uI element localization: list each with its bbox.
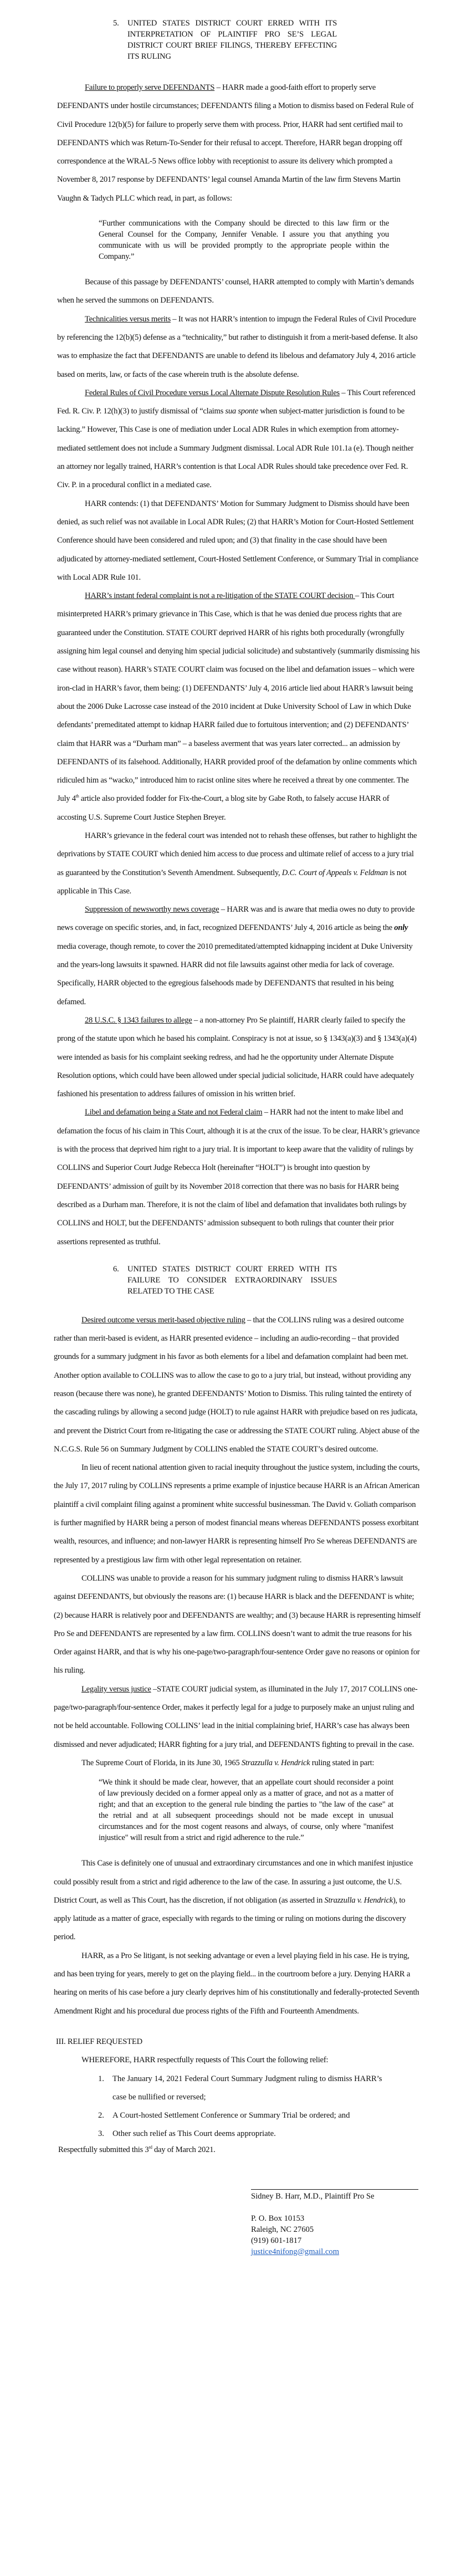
relief-item — [98, 2125, 397, 2143]
paragraph-body: – that the COLLINS ruling was a desired outcome rather than merit-based is evident, as HARR presented evidence – including an audio-recording – that provided grounds for a summary judgment in his favor as both elements for a libel and defamation complaint had been met. Another option available to COLLINS was to allow the case to go to a jury trial, but instead, without providing any reason (because there was none), he granted DEFENDANTS’ Motion to Dismiss. This ruling tainted the entirety of the cascading rulings by allowing a second judge (HOLT) to rule against HARR with prejudice based on res judicata, and prevent the District Court from re-litigating the case or addressing the STATE COURT ruling. Abject abuse of the N.C.G.S. Rule 56 on Summary Judgment by COLLINS enabled the STATE COURT’s desired outcome. — [54, 1315, 419, 1454]
paragraph-heading: Desired outcome versus merit-based objective ruling — [81, 1315, 245, 1325]
paragraph-body: ruling stated in part: — [310, 1758, 375, 1767]
paragraph-heading: Libel and defamation being a State and not Federal claim — [85, 1108, 263, 1117]
paragraph-body: – HARR was and is aware that media owes no duty to provide news coverage on specific stories, and, in fact, recognized DEFENDANTS’ July 4, 2016 article as being the — [57, 905, 415, 933]
relief-intro: WHEREFORE, HARR respectfully requests of This Court the following relief: — [81, 2056, 329, 2065]
signer-name: Sidney B. Harr, M.D., Plaintiff Pro Se — [251, 2191, 375, 2201]
case-citation: Strazzulla v. Hendrick — [241, 1758, 310, 1767]
paragraph-heading: Federal Rules of Civil Procedure versus Local Alternate Dispute Resolution Rules — [85, 388, 340, 397]
submission-date — [58, 2144, 421, 2156]
paragraph-pro-se: HARR, as a Pro Se litigant, is not seeking advantage or even a level playing field in his case. He is trying, and has been trying for years, merely to get on the playing field... in the courtroom before a jury. Denying HARR a hearing on merits of his case before a jury clearly deprives him of his constitutionally and federally-protected Seventh Amendment Right and his procedural due process rights of the Fifth and Fourteenth Amendments. — [54, 1951, 419, 2016]
paragraph-grievance — [57, 827, 420, 901]
paragraph-florida — [54, 1754, 421, 1772]
relief-list — [98, 2070, 397, 2144]
paragraph-usc — [57, 1011, 420, 1103]
email-link[interactable]: justice4nifong@gmail.com — [251, 2247, 339, 2256]
signature-block — [251, 2191, 471, 2257]
case-citation: D.C. Court of Appeals v. Feldman — [281, 868, 388, 877]
signature-line — [251, 2189, 418, 2190]
paragraph-body: This Case is definitely one of unusual and extraordinary circumstances and one in which manifest injustice could possibly result from a strict and rigid adherence to the law of the case. In assuring a just outcome, the U.S. District Court, as well as This Court, has the discretion, if not obligation (as asserted in — [54, 1859, 413, 1905]
paragraph-body: – HARR had not the intent to make libel and defamation the focus of his claim in This Court, although it is at the crux of the issue. To be clear, HARR’s grievance is with the process that deprived him right to a jury trial. It is important to keep aware that the validity of rulings by COLLINS and Superior Court Judge Rebecca Holt (hereinafter “HOLT”) is brought into question by DEFENDANTS’ admission of guilt by its November 2018 correction that there was no basis for HARR being described as a Durham man. Therefore, it is not the claim of libel and defamation that invalidates both rulings by COLLINS and HOLT, but the DEFENDANTS’ admission subsequent to both rulings that counter their prior assertions represented as truthful. — [57, 1108, 420, 1246]
paragraph-in-lieu: In lieu of recent national attention given to racial inequity throughout the justice system, including the courts, the July 17, 2017 ruling by COLLINS represents a prime example of injustice because HARR is an African American plaintiff a civil complaint filing against a prominent white successful businessman. The David v. Goliath comparison is further magnified by HARR being a person of modest financial means whereas DEFENDANTS possess exorbitant wealth, resources, and influence; and non-lawyer HARR is representing himself Pro Se whereas DEFENDANTS are represented by a prestigious law firm with other legal representation on retainer. — [54, 1463, 420, 1565]
paragraph-heading: Legality versus justice — [81, 1684, 151, 1694]
paragraph-relitigation — [57, 587, 420, 827]
relief-item-text: Other such relief as This Court deems appropriate. — [112, 2129, 276, 2139]
section-title: UNITED STATES DISTRICT COURT ERRED WITH ITS FAILURE TO CONSIDER EXTRAORDINARY ISSUES RELATED TO THE CASE — [127, 1264, 337, 1296]
relief-item-number: 1. — [98, 2074, 104, 2083]
block-quote-strazzulla: “We think it should be made clear, however, that an appellate court should reconsider a point of law previously decided on a former appeal only as a matter of grace, and not as a matter of right; and that an exception to the general rule binding the parties to "the law of the case" at the retrial and at all subsequent proceedings should not be made except in unusual circumstances and for the most cogent reasons and always, of course, only where "manifest injustice" will result from a strict and rigid adherence to the rule.” — [99, 1778, 393, 1843]
paragraph-body: article also provided fodder for Fix-the-Court, a blog site by Gabe Roth, to falsely accuse HARR of accosting U.S. Supreme Court Justice Stephen Breyer. — [57, 794, 390, 822]
paragraph-body: – a non-attorney Pro Se plaintiff, HARR clearly failed to specify the prong of the statute upon which he based his complaint. Conspiracy is not at issue, so § 1343(a)(3) and § 1343(a)(4) were intended as basis for his complaint seeking redress, and had he the opportunity under Alternate Dispute Resolution options, which could have been allowed under special judicial solicitude, HARR could have adequately fashioned his presentation to address failures of omission in his written brief. — [57, 1015, 417, 1099]
paragraph-this-case — [54, 1854, 421, 1946]
paragraph-heading: 28 U.S.C. § 1343 failures to allege — [85, 1015, 192, 1025]
paragraph-contends: HARR contends: (1) that DEFENDANTS’ Motion for Summary Judgment to Dismiss should have been denied, as such relief was not available in Local ADR Rules; (2) that HARR’s Motion for Court-Hosted Settlement Conference should have been considered and ruled upon; and (3) that finality in the case should have been adjudicated by attorney-mediated settlement, Court-Hosted Settlement Conference, or Summary Trial in compliance with Local ADR Rule 101. — [57, 499, 418, 582]
relief-item-text: A Court-hosted Settlement Conference or Summary Trial be ordered; and — [112, 2111, 350, 2120]
paragraph-body: – This Court misinterpreted HARR’s primary grievance in This Case, which is that he was denied due process rights that are guaranteed under the Constitution. STATE COURT deprived HARR of his rights both procedurally (wrongfully assigning him legal counsel and denying him special judicial solicitude) and substantively (summarily dismissing his case without reason). HARR’s STATE COURT claim was focused on the libel and defamation issues – which were iron-clad in HARR’s favor, them being: (1) DEFENDANTS’ July 4, 2016 article lied about HARR’s lawsuit being about the 2006 Duke Lacrosse case instead of the 2010 incident at Duke University School of Law in which Duke defendants’ premeditated attempt to kidnap HARR failed due to fortuitous intervention; and (2) DEFENDANTS’ claim that HARR was a “Durham man” – a baseless averment that was years later corrected... an admission by DEFENDANTS of its falsehood. Additionally, HARR provided proof of the defamation by online comments which ridiculed him as “wacko,” introduced him to racist online sites where he received a threat by one commenter. The July 4 — [57, 591, 420, 804]
paragraph-body: is not applicable in This Case. — [57, 868, 407, 896]
phone-number: (919) 601-1817 — [251, 2236, 302, 2245]
section-title: UNITED STATES DISTRICT COURT ERRED WITH ITS INTERPRETATION OF PLAINTIFF PRO SE’S LEGAL DISTRICT COURT BRIEF FILINGS, THEREBY EFFECTING ITS RULING — [127, 19, 337, 61]
superscript: rd — [149, 2144, 152, 2150]
paragraph-heading: HARR’s instant federal complaint is not a re-litigation of the STATE COURT decision — [85, 591, 355, 601]
paragraph-technicalities — [57, 310, 420, 384]
address-city: Raleigh, NC 27605 — [251, 2225, 314, 2234]
paragraph-body: HARR’s grievance in the federal court was intended not to rehash these offenses, but rather to highlight the deprivations by STATE COURT which denied him access to due process and ultimate relief of access to a jury trial as guaranteed by the Constitution’s Seventh Amendment. Subsequently, — [57, 831, 417, 877]
paragraph-body: – It was not HARR’s intention to impugn the Federal Rules of Civil Procedure by referencing the 12(b)(5) defense as a “technicality,” but rather to distinguish it from a merit-based defense. It also was to emphasize the fact that DEFENDANTS are unable to defend its libelous and defamatory July 4, 2016 article based on merits, law, or facts of the case wherein truth is the absolute defense. — [57, 314, 418, 379]
paragraph-body: – This Court referenced Fed. R. Civ. P. 12(h)(3) to justify dismissal of “claims — [57, 388, 416, 416]
block-quote-martin: “Further communications with the Company should be directed to this law firm or the General Counsel for the Company, Jennifer Venable. I assure you that anything you communicate with us will be provided promptly to the appropriate people within the Company.” — [99, 219, 389, 262]
section-number: 6. — [113, 1264, 119, 1274]
paragraph-because: Because of this passage by DEFENDANTS’ counsel, HARR attempted to comply with Martin’s demands when he served the summons on DEFENDANTS. — [57, 278, 414, 305]
section-6-heading — [113, 1264, 337, 1297]
paragraph-federal-rules — [57, 384, 420, 495]
relief-item-text: The January 14, 2021 Federal Court Summary Judgment ruling to dismiss HARR’s case be nullified or reversed; — [112, 2074, 382, 2102]
paragraph-body: – HARR made a good-faith effort to properly serve DEFENDANTS under hostile circumstances; DEFENDANTS filing a Motion to dismiss based on Federal Rule of Civil Procedure 12(b)(5) for failure to properly serve them with process. Prior, HARR had sent certified mail to DEFENDANTS which was Return-To-Sender for their refusal to accept. Therefore, HARR began dropping off correspondence at the WRAL-5 News office lobby with receptionist to assure its delivery which prompted a November 8, 2017 response by DEFENDANTS’ legal counsel Amanda Martin of the law firm Stevens Martin Vaughn & Tadych PLLC which read, in part, as follows: — [57, 83, 414, 203]
paragraph-body: when subject-matter jurisdiction is found to be lacking.” However, This Case is one of mediation under Local ADR Rules in which exemption from attorney-mediated settlement does not include a Summary Judgment dismissal. Local ADR Rule 101.1a (e). Though neither an attorney nor legally trained, HARR’s contention is that Local ADR Rules should take precedence over Fed. R. Civ. P. in a procedural conflict in a mediated case. — [57, 407, 414, 490]
relief-item — [98, 2070, 397, 2107]
paragraph-service — [57, 79, 420, 208]
paragraph-body: –STATE COURT judicial system, as illuminated in the July 17, 2017 COLLINS one-page/two-paragraph/four-sentence Order, makes it perfectly legal for a judge to purposely make an unjust ruling and not be held accountable. Following COLLINS’ lead in the initial complaining brief, HARR’s case has always been dismissed and never adjudicated; HARR fighting for a jury trial, and DEFENDANTS fighting to prevail in the case. — [54, 1684, 418, 1749]
section-number: 5. — [113, 19, 119, 28]
paragraph-libel — [57, 1103, 420, 1251]
relief-item-number: 2. — [98, 2111, 104, 2120]
case-citation: Strazzulla v. Hendrick — [324, 1895, 393, 1905]
paragraph-suppression — [57, 901, 420, 1011]
address-po-box: P. O. Box 10153 — [251, 2214, 305, 2223]
relief-section-title: III. RELIEF REQUESTED — [56, 2037, 142, 2046]
emphasis: only — [394, 923, 408, 933]
relief-item — [98, 2107, 397, 2125]
paragraph-legality — [54, 1680, 421, 1754]
section-5-heading — [113, 18, 337, 62]
paragraph-heading: Failure to properly serve DEFENDANTS — [85, 83, 215, 92]
paragraph-heading: Technicalities versus merits — [85, 314, 171, 324]
italic-term: sua sponte — [225, 407, 258, 416]
paragraph-body: media coverage, though remote, to cover the 2010 premeditated/attempted kidnapping incident at Duke University and the years-long lawsuits it spawned. HARR did not file lawsuits against other media for lack of coverage. Specifically, HARR objected to the egregious falsehoods made by DEFENDANTS that resulted in his being defamed. — [57, 942, 413, 1006]
paragraph-body: The Supreme Court of Florida, in its June 30, 1965 — [81, 1758, 242, 1767]
submission-text: day of March 2021. — [152, 2145, 216, 2154]
paragraph-heading: Suppression of newsworthy news coverage — [85, 905, 219, 914]
paragraph-body: ), to apply latitude as a matter of grace, especially with regards to the timing or ruling on motions during the discovery period. — [54, 1895, 406, 1942]
paragraph-desired-outcome — [54, 1311, 421, 1459]
submission-text: Respectfully submitted this 3 — [58, 2145, 149, 2154]
relief-item-number: 3. — [98, 2129, 104, 2139]
paragraph-collins: COLLINS was unable to provide a reason for his summary judgment ruling to dismiss HARR’s lawsuit against DEFENDANTS, but obviously the reasons are: (1) because HARR is black and the DEFENDANT is white; (2) because HARR is relatively poor and DEFENDANTS are wealthy; and (3) because HARR is representing himself Pro Se and DEFENDANTS are represented by a law firm. COLLINS doesn’t want to admit the true reasons for his Order against HARR, and that is why his one-page/two-paragraph/four-sentence Order gave no reasons or opinion for his ruling. — [54, 1573, 421, 1675]
superscript: th — [75, 794, 79, 799]
